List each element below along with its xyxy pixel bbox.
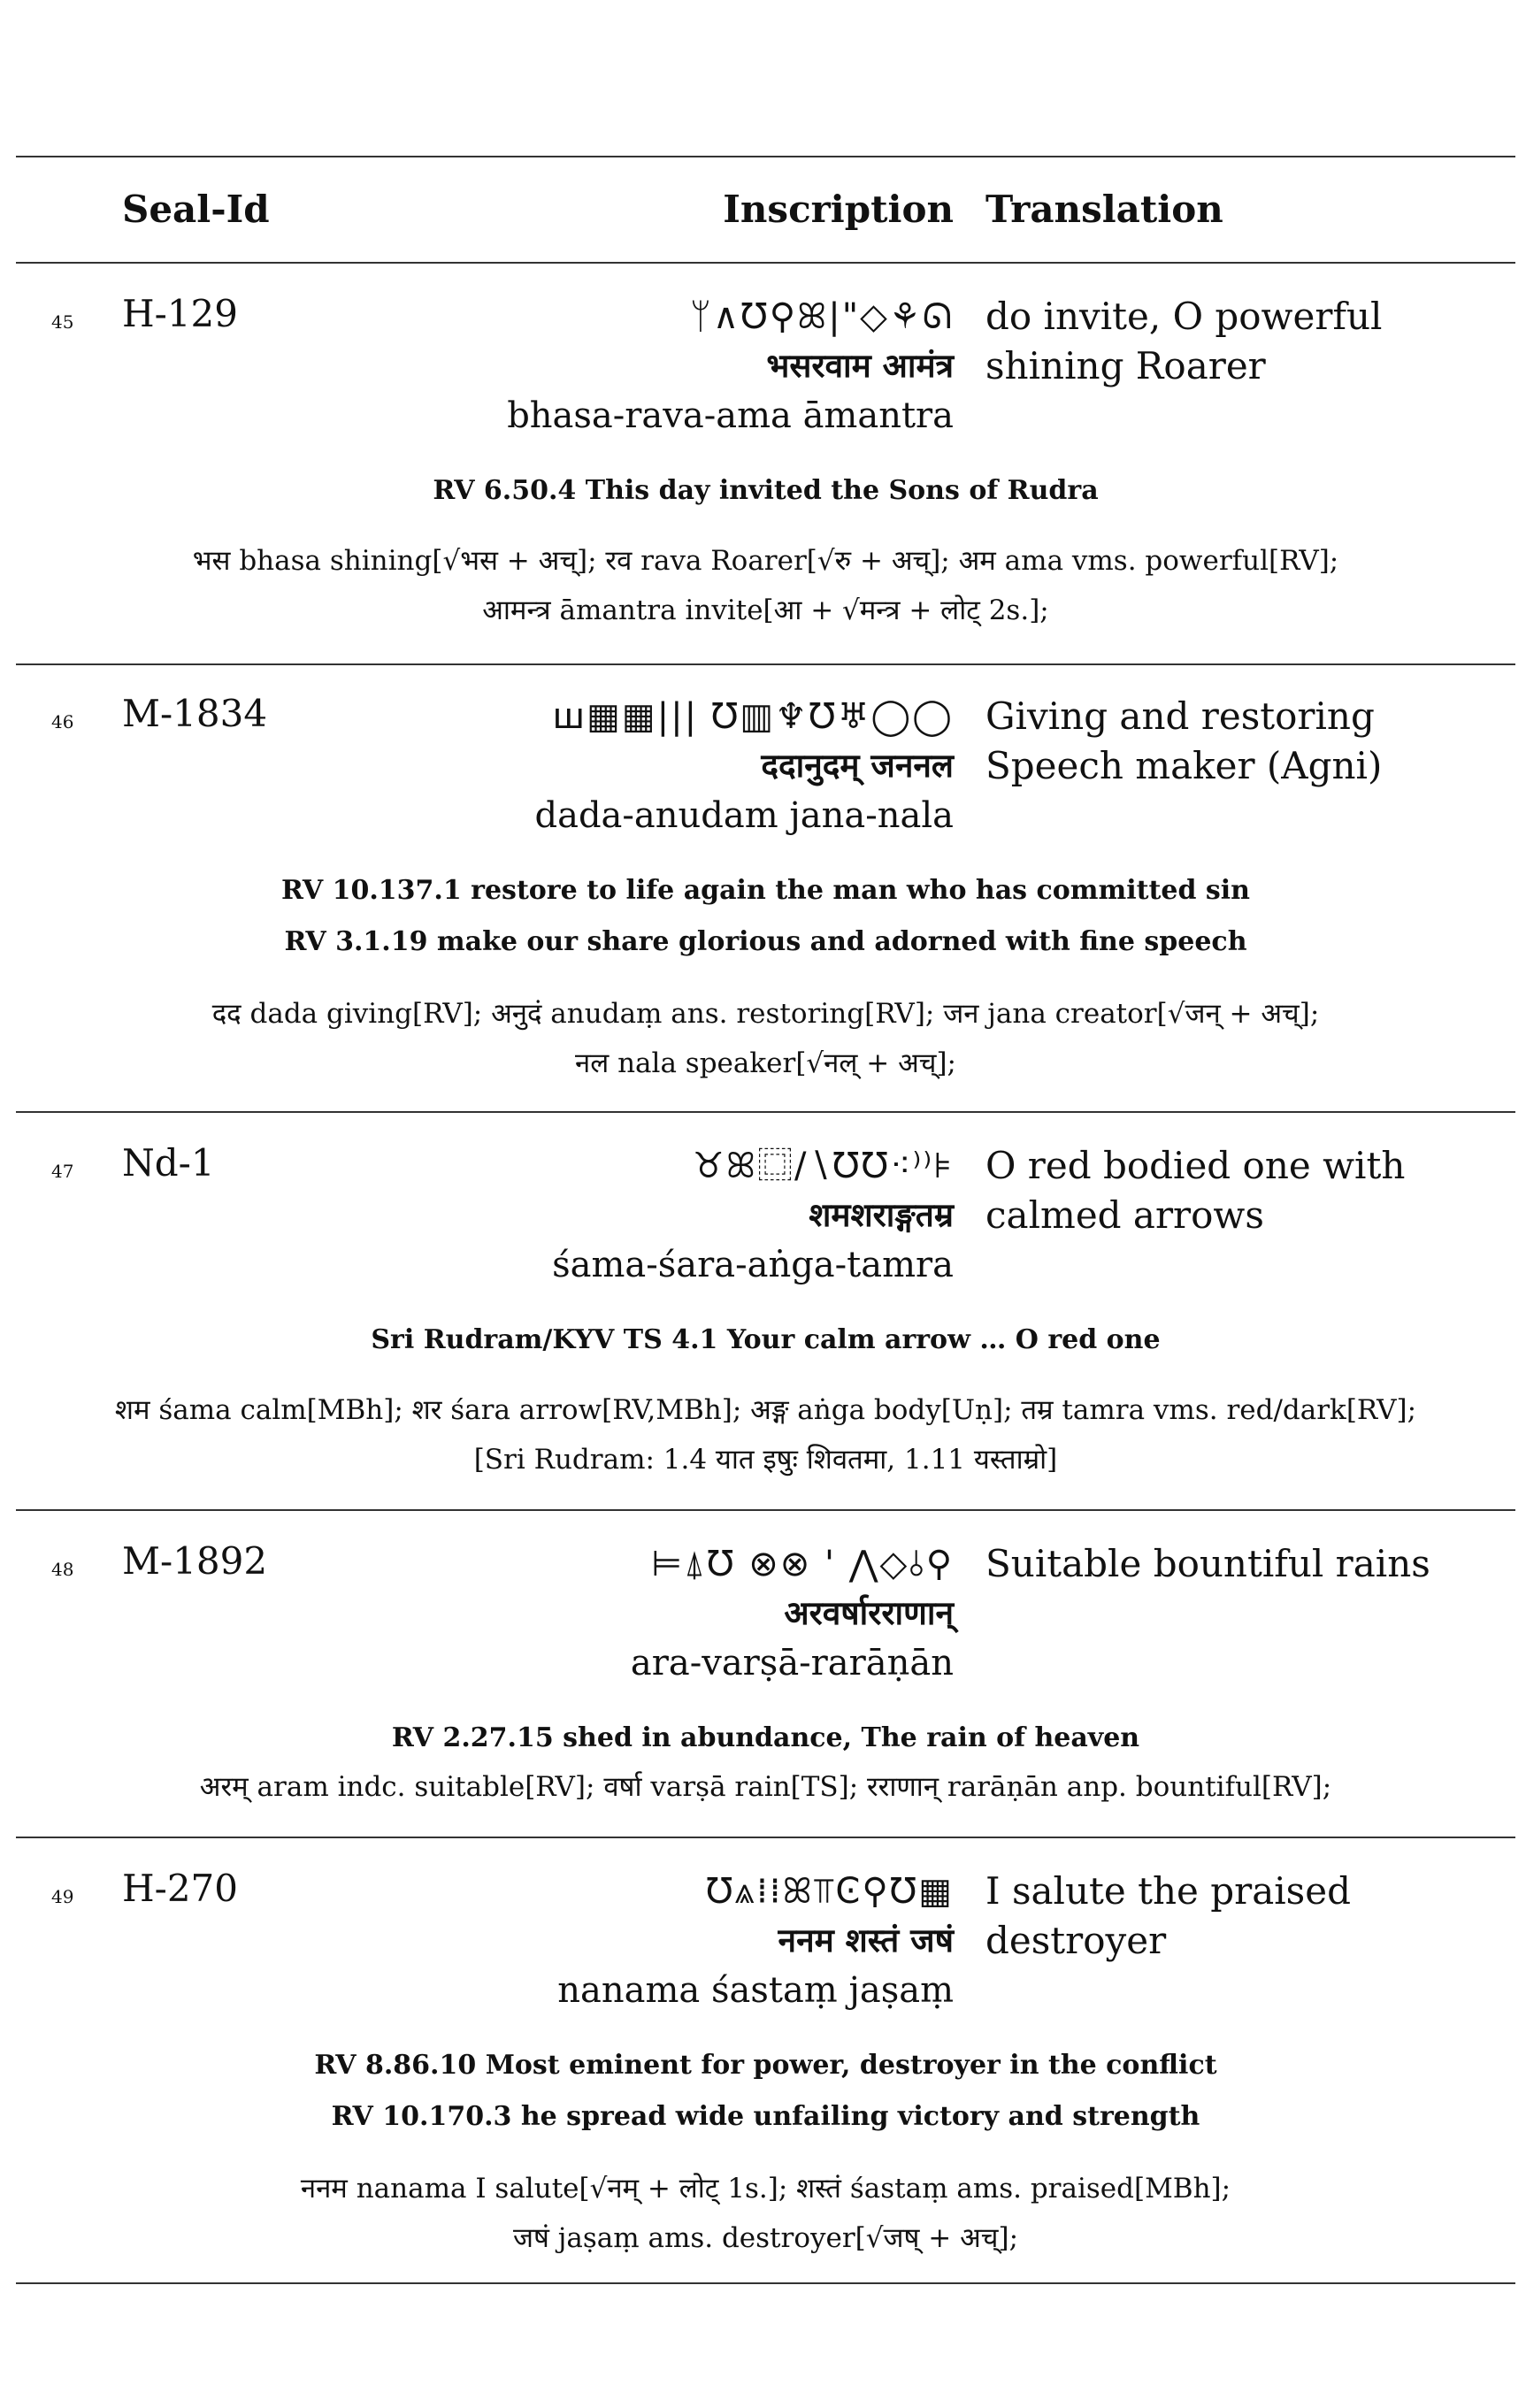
rv-line: RV 10.170.3 he spread wide unfailing victory and strength (331, 2101, 1200, 2132)
indus-glyphs: ♉ꕤ⿴/∖ƱƱ⁖⁾⁾⊧ (692, 1146, 954, 1186)
gloss (16, 1385, 1515, 1484)
seal-id: M-1834 (122, 692, 268, 735)
rv-line: Sri Rudram/KYV TS 4.1 Your calm arrow … O red one (371, 1324, 1161, 1355)
line-number: 48 (51, 1559, 74, 1580)
gloss-line: भस bhasa shining[√भस + अच्]; रव rava Roarer[√रु + अच्]; अम ama vms. powerful[RV]; (192, 545, 1339, 577)
gloss-line: [Sri Rudram: 1.4 यात इषुः शिवतमा, 1.11 यस्ताम्रो] (473, 1444, 1058, 1476)
indus-glyphs: ꟺ▦▦||| Ʊ▥♆Ʊ♅◯◯ (552, 696, 954, 737)
devanagari-text: ददानुदम् जननल (761, 747, 954, 785)
line-number: 49 (51, 1886, 74, 1907)
devanagari-text: अरवर्षारराणान् (784, 1594, 954, 1632)
header-seal-id: Seal-Id (122, 188, 270, 231)
inscription-block (423, 1539, 954, 1688)
seal-id: M-1892 (122, 1539, 268, 1583)
transliteration: nanama śastaṃ jaṣaṃ (557, 1970, 954, 2011)
seal-id: H-129 (122, 292, 238, 335)
devanagari-text: ननम शस्तं जषं (778, 1921, 954, 1959)
transliteration: ara-varṣā-rarāṇān (630, 1643, 954, 1683)
rv-reference (16, 1713, 1515, 1764)
inscription-block (423, 1867, 954, 2015)
rv-line: RV 6.50.4 This day invited the Sons of Rudra (433, 475, 1099, 506)
row-rule (16, 663, 1515, 665)
top-rule (16, 156, 1515, 157)
inscription-block (423, 292, 954, 441)
indus-glyphs: ᛘ∧Ʊ⚲ꕤ|"◇⚘ᘏ (689, 296, 954, 337)
translation: O red bodied one with calmed arrows (985, 1144, 1406, 1237)
gloss-line: दद dada giving[RV]; अनुदं anudaṃ ans. restoring[RV]; जन jana creator[√जन् + अच्]; (211, 998, 1320, 1030)
gloss-line: ननम nanama I salute[√नम् + लोट् 1s.]; शस्तं śastaṃ ams. praised[MBh]; (300, 2173, 1231, 2205)
seal-id: Nd-1 (122, 1141, 215, 1185)
line-number: 47 (51, 1161, 74, 1182)
translation: Suitable bountiful rains (985, 1542, 1430, 1585)
translation: I salute the praised destroyer (985, 1869, 1351, 1962)
rv-reference (16, 865, 1515, 968)
header-translation: Translation (985, 188, 1223, 231)
transliteration: dada-anudam jana-nala (534, 795, 954, 836)
indus-glyphs: ⊨⍋Ʊ ⊗⊗ ' ⋀◇⫰⚲ (651, 1544, 954, 1584)
gloss-line: आमन्त्र āmantra invite[आ + √मन्त्र + लोट् 2s.]; (482, 594, 1049, 626)
rv-line: RV 8.86.10 Most eminent for power, destroyer in the conflict (314, 2050, 1217, 2081)
row-rule (16, 1509, 1515, 1511)
header-inscription: Inscription (723, 188, 954, 231)
inscription-block (423, 692, 954, 840)
gloss-line: जषं jaṣaṃ ams. destroyer[√जष् + अच्]; (512, 2222, 1019, 2254)
transliteration: śama-śara-aṅga-tamra (552, 1245, 954, 1285)
gloss-line: शम śama calm[MBh]; शर śara arrow[RV,MBh]; अङ्ग aṅga body[Uṇ]; तम्र tamra vms. red/dark[RV]; (114, 1394, 1417, 1426)
bottom-rule (16, 2282, 1515, 2284)
devanagari-text: शमशराङ्गतम्र (809, 1196, 954, 1234)
rv-reference (16, 1315, 1515, 1366)
rv-line: RV 3.1.19 make our share glorious and adorned with fine speech (284, 926, 1247, 957)
translation: do invite, O powerful shining Roarer (985, 295, 1383, 387)
gloss (16, 1762, 1515, 1812)
devanagari-text: भसरवाम आमंत्र (766, 347, 954, 385)
header-rule (16, 262, 1515, 264)
seal-id: H-270 (122, 1867, 238, 1910)
gloss-line: नल nala speaker[√नल् + अच्]; (575, 1047, 956, 1079)
row-rule (16, 1837, 1515, 1838)
gloss (16, 989, 1515, 1088)
rv-reference (16, 465, 1515, 517)
rv-line: RV 10.137.1 restore to life again the man who has committed sin (281, 875, 1250, 906)
transliteration: bhasa-rava-ama āmantra (507, 395, 954, 436)
line-number: 46 (51, 711, 74, 732)
indus-glyphs: Ʊ⩓⁞⁞ꕤ⫪Ͼ⚲Ʊ▦ (705, 1871, 954, 1912)
translation: Giving and restoring Speech maker (Agni) (985, 694, 1383, 787)
line-number: 45 (51, 311, 74, 333)
rv-reference (16, 2040, 1515, 2143)
row-rule (16, 1111, 1515, 1113)
gloss-line: अरम् aram indc. suitable[RV]; वर्षा varṣā rain[TS]; रराणान् rarāṇān anp. bountiful[RV]; (199, 1771, 1332, 1803)
gloss (16, 2164, 1515, 2263)
rv-line: RV 2.27.15 shed in abundance, The rain of heaven (391, 1722, 1140, 1753)
gloss (16, 536, 1515, 635)
inscription-block (423, 1141, 954, 1290)
